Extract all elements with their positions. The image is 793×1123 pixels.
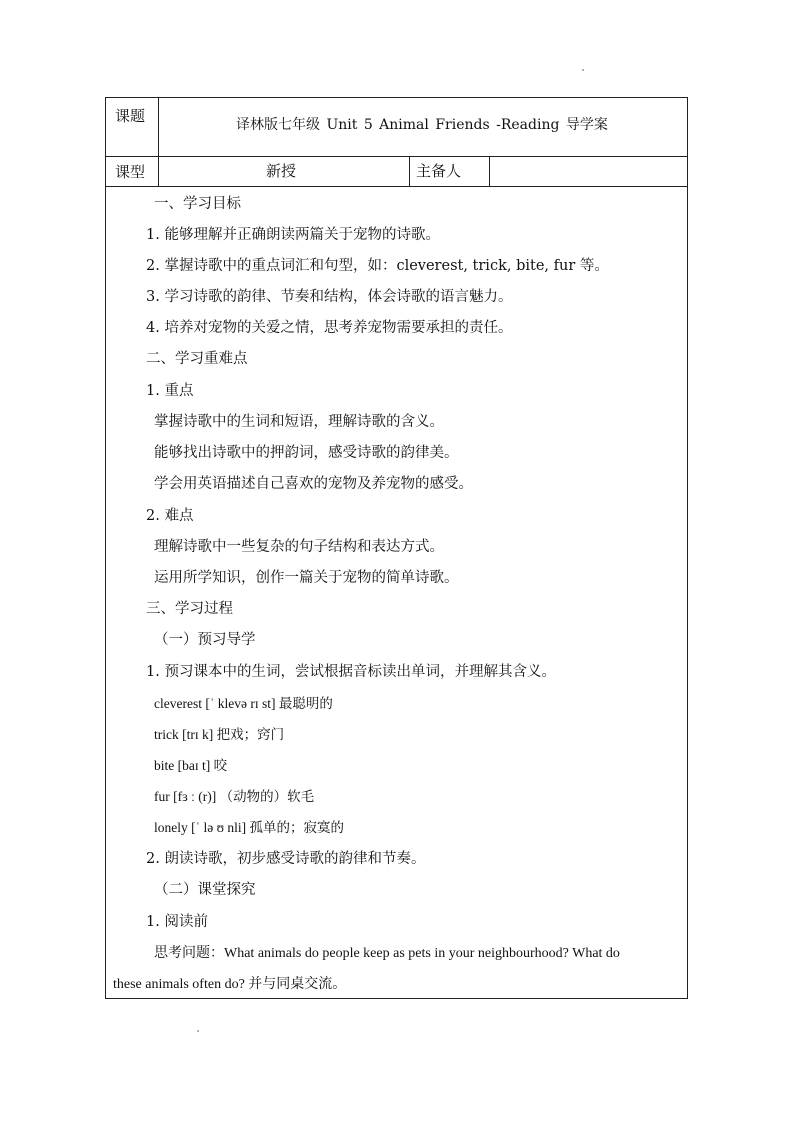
section-heading: 二、学习重难点: [146, 351, 248, 367]
section-heading: 三、学习过程: [146, 601, 233, 617]
key-point: 能够找出诗歌中的押韵词，感受诗歌的韵律美。: [154, 445, 459, 461]
task-item: 1. 预习课本中的生词，尝试根据音标读出单词，并理解其含义。: [146, 664, 556, 680]
vocab-item: cleverest [ˈ klevə rɪ st] 最聪明的: [154, 696, 333, 711]
subheading: 2. 难点: [146, 508, 194, 524]
objective-item: 3. 学习诗歌的韵律、节奏和结构，体会诗歌的语言魅力。: [146, 289, 513, 305]
column-divider: [158, 156, 159, 186]
objective-item: 4. 培养对宠物的关爱之情，思考养宠物需要承担的责任。: [146, 320, 513, 336]
lesson-plan-table: [105, 97, 688, 999]
meta-row: [106, 156, 687, 187]
vocab-item: trick [trɪ k] 把戏；窍门: [154, 727, 285, 742]
objective-item: 2. 掌握诗歌中的重点词汇和句型，如：cleverest, trick, bite, fur 等。: [146, 258, 609, 274]
topic-label: 课题: [115, 107, 146, 125]
key-point: 学会用英语描述自己喜欢的宠物及养宠物的感受。: [154, 476, 473, 492]
title-row: [106, 98, 687, 157]
discussion-question: 思考问题：What animals do people keep as pets in your neighbourhood? What do: [154, 946, 620, 961]
task-item: 2. 朗读诗歌，初步感受诗歌的韵律和节奏。: [146, 851, 426, 867]
column-divider: [489, 156, 490, 186]
vocab-item: lonely [ˈ lə ʊ nli] 孤单的；寂寞的: [154, 820, 345, 835]
difficulty-point: 运用所学知识，创作一篇关于宠物的简单诗歌。: [154, 570, 459, 586]
scan-speck: [197, 1030, 199, 1032]
subheading: 1. 重点: [146, 383, 194, 399]
difficulty-point: 理解诗歌中一些复杂的句子结构和表达方式。: [154, 539, 444, 555]
subheading: （二）课堂探究: [154, 882, 256, 898]
column-divider: [409, 156, 410, 186]
preparer-label: 主备人: [416, 162, 462, 180]
vocab-item: bite [baɪ t] 咬: [154, 758, 228, 773]
vocab-item: fur [fɜ ː (r)] （动物的）软毛: [154, 789, 315, 804]
scan-speck: [582, 69, 584, 71]
section-heading: 一、学习目标: [154, 196, 241, 212]
discussion-question-continued: these animals often do? 并与同桌交流。: [113, 977, 347, 992]
key-point: 掌握诗歌中的生词和短语，理解诗歌的含义。: [154, 414, 444, 430]
column-divider: [158, 98, 159, 156]
type-label: 课型: [115, 163, 146, 181]
subheading: （一）预习导学: [154, 632, 256, 648]
task-item: 1. 阅读前: [146, 914, 208, 930]
objective-item: 1. 能够理解并正确朗读两篇关于宠物的诗歌。: [146, 227, 440, 243]
lesson-title: 译林版七年级 Unit 5 Animal Friends -Reading 导学案: [236, 117, 608, 133]
type-value: 新授: [266, 162, 297, 180]
